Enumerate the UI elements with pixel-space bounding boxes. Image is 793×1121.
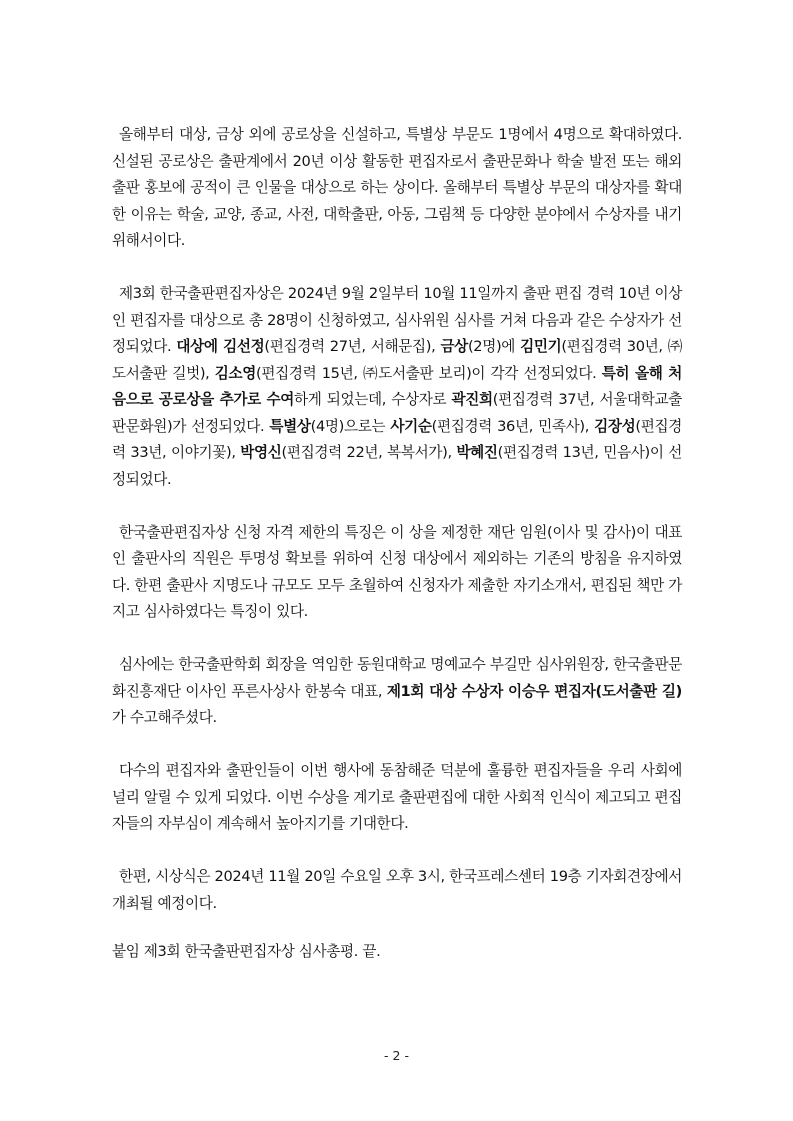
text-run: (편집경력 33년, 이야기꽃),: [112, 417, 683, 461]
text-run: 하게 되었는데, 수상자로: [294, 391, 452, 408]
bold-text-run: 제1회 대상 수상자 이승우 편집자(도서출판 길): [386, 682, 682, 700]
paragraph-judges: [112, 652, 682, 732]
paragraph-new-awards: [112, 122, 682, 255]
attachment-note: 붙임 제3회 한국출판편집자상 심사총평. 끝.: [112, 943, 381, 960]
text-run: (편집경력 27년, 서해문집),: [264, 338, 441, 355]
text-run: 심사에는 한국출판학회 회장을 역임한 동원대학교 명예교수 부길만 심사위원장, 한국출판문화진흥재단 이사인 푸른사상사 한봉숙 대표,: [112, 656, 682, 700]
bold-text-run: 곽진희: [451, 391, 493, 408]
text-run: (편집경력 15년, ㈜도서출판 보리)이 각각 선정되었다.: [256, 364, 602, 382]
paragraph-eligibility: [112, 520, 682, 626]
text-run: 한편, 시상식은 2024년 11월 20일 수요일 오후 3시, 한국프레스센터 19층 기자회견장에서 개최될 예정이다.: [112, 868, 682, 912]
text-run: 다수의 편집자와 출판인들이 이번 행사에 동참해준 덕분에 훌륭한 편집자들을 우리 사회에 널리 알릴 수 있게 되었다. 이번 수상을 계기로 출판편집에 대한 사회적 인식이 제고되고 편집자들의 자부심이 계속해서 높아지기를 기대한다.: [112, 762, 682, 832]
paragraph-ceremony: [112, 864, 682, 917]
bold-text-run: 금상: [440, 338, 468, 355]
bold-text-run: 대상에 김선정: [176, 338, 265, 355]
bold-text-run: 김민기: [520, 338, 562, 355]
paragraph-closing-remarks: [112, 758, 682, 838]
text-run: (편집경력 13년, 민음사)이 선정되었다.: [112, 444, 682, 488]
text-run: (편집경력 36년, 민족사),: [431, 417, 595, 435]
bold-text-run: 특별상: [269, 417, 311, 435]
bold-text-run: 김장성: [594, 417, 636, 435]
text-run: 가 수고해주셨다.: [112, 709, 217, 726]
text-run: 제3회 한국출판편집자상은 2024년 9월 2일부터 10월 11일까지 출판 편집 경력 10년 이상인 편집자를 대상으로 총 28명이 신청하였고, 심사위원 심사를 거쳐 다음과 같은 수상자가 선정되었다.: [112, 285, 682, 355]
bold-text-run: 특히 올해 처음으로 공로상을 추가로 수여: [112, 364, 682, 408]
page-number: - 2 -: [384, 1048, 409, 1063]
bold-text-run: 박혜진: [456, 444, 498, 461]
bold-text-run: 사기순: [390, 417, 432, 435]
text-run: (편집경력 22년, 복복서가),: [281, 444, 457, 461]
text-run: 한국출판편집자상 신청 자격 제한의 특징은 이 상을 제정한 재단 임원(이사 및 감사)이 대표인 출판사의 직원은 투명성 확보를 위하여 신청 대상에서 제외하는 기존의 방침을 유지하였다. 한편 출판사 지명도나 규모도 모두 초월하여 신청자가 제출한 자기소개서, 편집된 책만 가지고 심사하였다는 특징이 있다.: [112, 523, 682, 620]
text-run: (편집경력 30년, ㈜도서출판 길벗),: [112, 338, 682, 382]
text-run: (4명)으로는: [310, 417, 391, 435]
bold-text-run: 김소영: [214, 364, 257, 382]
paragraph-award-winners: [112, 281, 682, 493]
text-run: (2명)에: [467, 338, 521, 355]
text-run: 올해부터 대상, 금상 외에 공로상을 신설하고, 특별상 부문도 1명에서 4명으로 확대하였다. 신설된 공로상은 출판계에서 20년 이상 활동한 편집자로서 출판문화나 학술 발전 또는 해외 출판 홍보에 공적이 큰 인물을 대상으로 하는 상이다. 올해부터 특별상 부문의 대상자를 확대한 이유는 학술, 교양, 종교, 사전, 대학출판, 아동, 그림책 등 다양한 분야에서 수상자를 내기 위해서이다.: [112, 126, 682, 249]
text-run: (편집경력 37년, 서울대학교출판문화원)가 선정되었다.: [112, 391, 682, 435]
document-body: [112, 122, 682, 966]
bold-text-run: 박영신: [240, 444, 282, 461]
